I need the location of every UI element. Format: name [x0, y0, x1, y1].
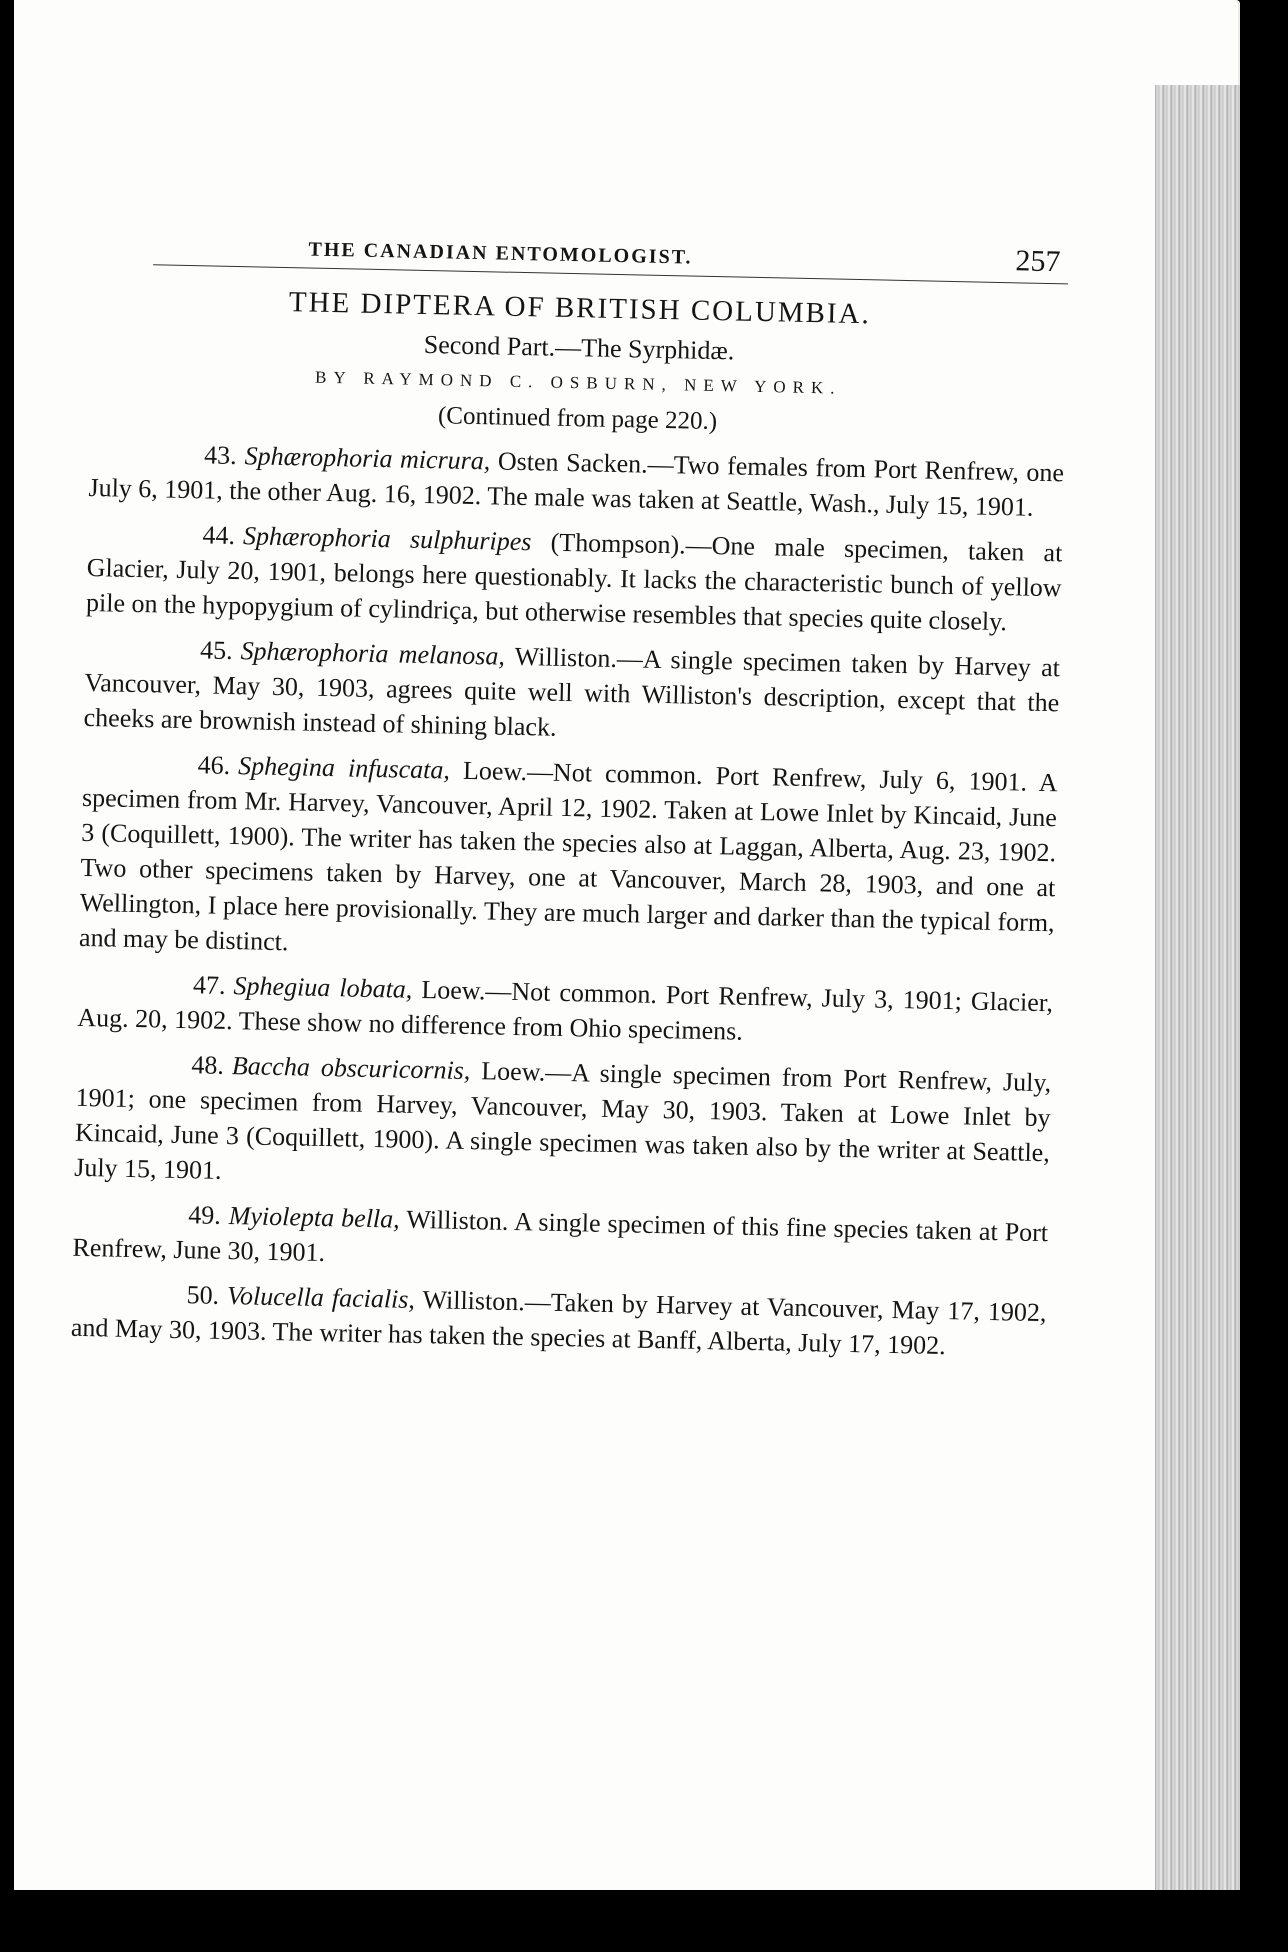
- scan-border-left: [0, 0, 14, 1952]
- entry-number: 46.: [197, 750, 231, 780]
- entry-50: [71, 1275, 1047, 1365]
- entry-number: 45.: [199, 635, 233, 665]
- entry-text: Williston.—A single specimen taken by Harvey at Vancouver, May 30, 1903, agrees quite well with Williston's description, except that the cheeks are brownish instead of shining black.: [83, 641, 1061, 742]
- species-name: Sphærophoria melanosa,: [240, 636, 506, 671]
- entry-number: 48.: [191, 1050, 225, 1080]
- entry-48: [74, 1045, 1052, 1205]
- species-name: Myiolepta bella,: [228, 1201, 400, 1234]
- entry-45: [83, 630, 1060, 755]
- article-title: THE DIPTERA OF BRITISH COLUMBIA.: [288, 286, 872, 331]
- book-page: [14, 0, 1240, 1900]
- running-head: [93, 225, 1068, 279]
- entry-47: [77, 965, 1053, 1055]
- page-edge-stack: [1155, 85, 1240, 1905]
- entry-number: 44.: [202, 520, 236, 551]
- species-name: Sphærophoria sulphuripes: [242, 521, 532, 557]
- entry-text: (Thompson).—One male specimen, taken at Glacier, July 20, 1901, belongs here questionably. It lacks the characteristic bunch of yellow pile on the hypopygium of cylindriça, but otherwise resembles that species quite closely.: [85, 527, 1063, 637]
- entry-text: Loew.—Not common. Port Renfrew, July 6, 1901. A specimen from Mr. Harvey, Vancouver, April 12, 1902. Taken at Lowe Inlet by Kincaid, June 3 (Coquillett, 1900). The writer has taken the species also at Laggan, Alberta, Aug. 23, 1902. Two other specimens taken by Harvey, one at Vancouver, March 28, 1903, and one at Wellington, I place here provisionally. They are much larger and darker than the typical form, and may be distinct.: [78, 755, 1058, 957]
- entry-text: Loew.—Not common. Port Renfrew, July 3, 1901; Glacier, Aug. 20, 1902. These show no difference from Ohio specimens.: [77, 974, 1054, 1046]
- entry-text: Loew.—A single specimen from Port Renfrew, July, 1901; one specimen from Harvey, Vancouver, May 30, 1903. Taken at Lowe Inlet by Kincaid, June 3 (Coquillett, 1900). A single specimen was taken also by the writer at Seattle, July 15, 1901.: [73, 1056, 1052, 1185]
- entry-46: [79, 745, 1058, 975]
- article-subtitle: Second Part.—The Syrphidæ.: [423, 329, 735, 366]
- entry-number: 43.: [203, 440, 238, 471]
- entry-text: Williston.—Taken by Harvey at Vancouver, May 17, 1902, and May 30, 1903. The writer has taken the species at Banff, Alberta, July 17, 1902.: [70, 1284, 1047, 1361]
- continued-note: (Continued from page 220.): [437, 402, 718, 436]
- page-number: 257: [1015, 244, 1061, 279]
- species-name: Volucella facialis,: [226, 1281, 416, 1314]
- scan-border-bottom: [0, 1890, 1288, 1952]
- entry-number: 50.: [186, 1280, 220, 1310]
- entry-text: Williston. A single specimen of this fine species taken at Port Renfrew, June 30, 1901.: [72, 1204, 1049, 1268]
- page-text-block: [70, 225, 1068, 1375]
- species-name: Sphegiua lobata,: [233, 971, 413, 1004]
- running-title: THE CANADIAN ENTOMOLOGIST.: [308, 238, 693, 269]
- entry-text: Osten Sacken.—Two females from Port Renfrew, one July 6, 1901, the other Aug. 16, 1902. The male was taken at Seattle, Wash., July 15, 1901.: [88, 446, 1065, 522]
- entry-43: [88, 435, 1064, 525]
- species-name: Baccha obscuricornis,: [231, 1051, 471, 1086]
- article-byline: BY RAYMOND C. OSBURN, NEW YORK.: [314, 367, 842, 398]
- species-name: Sphærophoria micrura,: [244, 441, 491, 476]
- species-name: Sphegina infuscata,: [237, 751, 451, 785]
- entry-49: [72, 1195, 1048, 1285]
- entry-number: 49.: [187, 1200, 222, 1230]
- entry-number: 47.: [192, 970, 226, 1000]
- entry-44: [86, 515, 1063, 640]
